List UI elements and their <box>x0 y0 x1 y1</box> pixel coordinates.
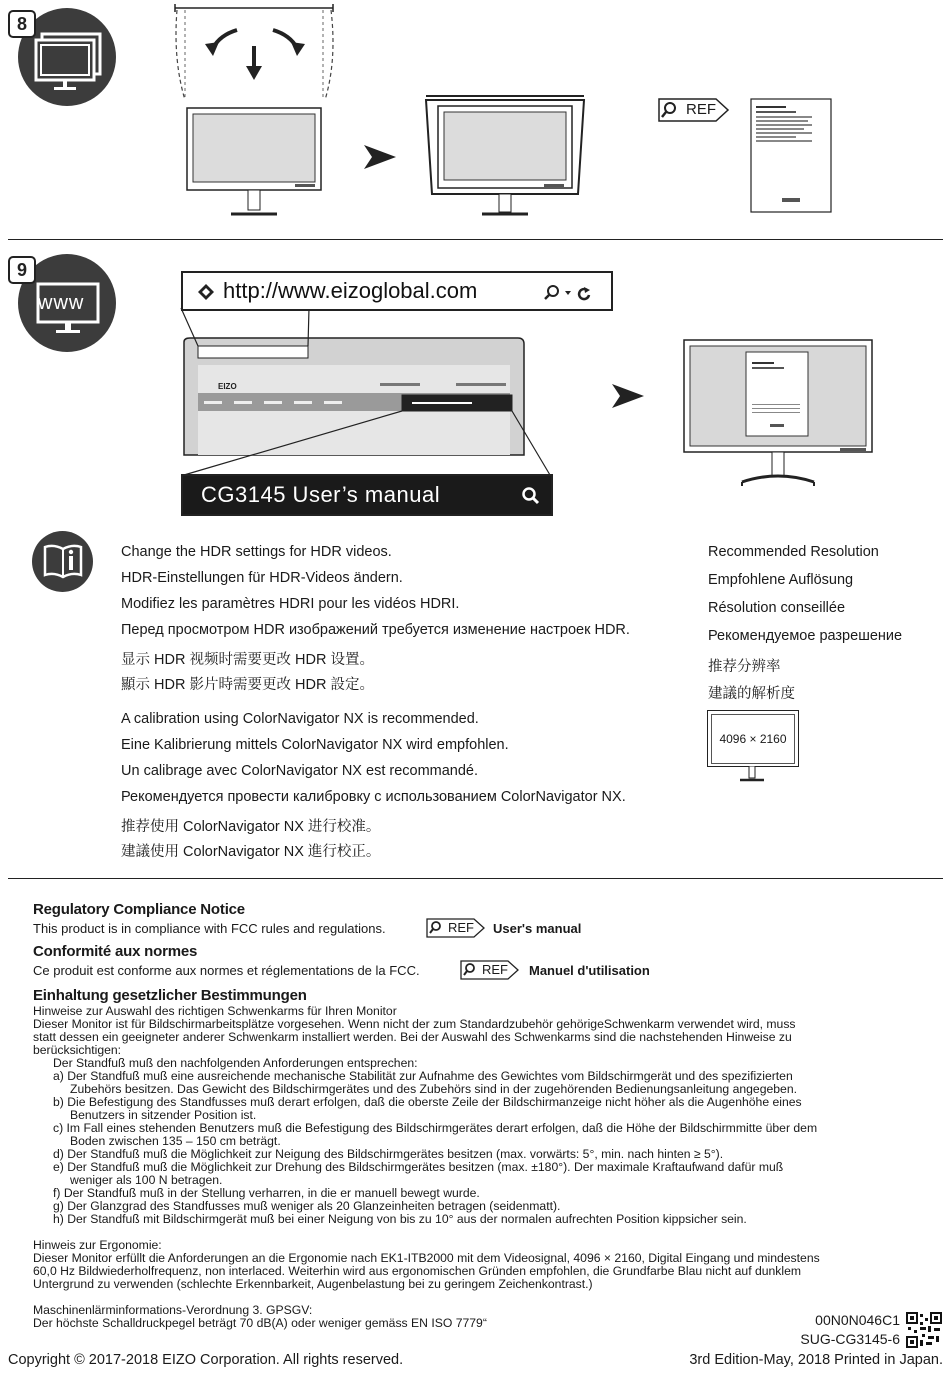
de-line: e) Der Standfuß muß die Möglichkeit zur Drehung des Bildschirmgerätes besitzen (max. ±180°). Der maximale Kraftaufwand dafür muß <box>53 1160 784 1174</box>
regulatory-text-en: This product is in compliance with FCC rules and regulations. <box>33 921 386 936</box>
regulatory-title-en: Regulatory Compliance Notice <box>33 901 245 918</box>
manual-document-icon <box>750 98 832 213</box>
calib-line-en: A calibration using ColorNavigator NX is recommended. <box>121 711 479 727</box>
resolution-monitor <box>707 710 799 767</box>
monitor-icon <box>32 30 104 94</box>
resolution-line-de: Empfohlene Auflösung <box>708 572 854 588</box>
ergo-line: 60,0 Hz Bildwiederholfrequenz, non interlaced. Weiterhin wird aus ergonomischen Gründen empfohlen, die Grundfarbe Blau nicht auf dunklem <box>33 1264 802 1278</box>
divider <box>8 878 943 879</box>
calib-line-ru: Рекомендуется провести калибровку с использованием ColorNavigator NX. <box>121 789 626 805</box>
document-code-secondary: SUG-CG3145-6 <box>800 1331 900 1347</box>
resolution-line-ru: Рекомендуемое разрешение <box>708 628 903 644</box>
arrow-right-icon <box>610 382 646 410</box>
www-label: www <box>38 292 85 314</box>
de-line: berücksichtigen: <box>33 1043 122 1057</box>
divider <box>8 239 943 240</box>
search-refresh-icon <box>543 283 603 303</box>
url-text: http://www.eizoglobal.com <box>223 278 478 303</box>
hood-mounted-illustration <box>420 92 590 222</box>
ref-tag-fr <box>460 960 520 980</box>
qr-code-icon <box>906 1312 942 1348</box>
arrow-right-icon <box>362 143 398 171</box>
manuel-utilisation-link[interactable]: Manuel d'utilisation <box>529 963 650 978</box>
ref-label: REF <box>482 962 508 977</box>
hdr-line-ru: Перед просмотром HDR изображений требуется изменение настроек HDR. <box>121 622 630 638</box>
calib-line-zht: 建議使用 ColorNavigator NX 進行校正。 <box>121 844 381 860</box>
calib-line-de: Eine Kalibrierung mittels ColorNavigator NX wird empfohlen. <box>121 737 509 753</box>
users-manual-link[interactable]: User's manual <box>493 921 582 936</box>
ref-label: REF <box>448 920 474 935</box>
hdr-line-zhs: 显示 HDR 视频时需要更改 HDR 设置。 <box>121 652 374 668</box>
de-line: Zubehörs besitzen. Das Gewicht des Bildschirmgerätes und des Zubehörs sind in der zugehörenden Bedienungsanleitung angegeben. <box>70 1082 797 1096</box>
calib-line-zhs: 推荐使用 ColorNavigator NX 进行校准。 <box>121 819 381 835</box>
de-line: c) Im Fall eines stehenden Benutzers muß die Befestigung des Bildschirmgerätes derart erfolgen, daß die Höhe der Bildschirmmitte über dem <box>53 1121 818 1135</box>
document-code: 00N0N046C1 <box>815 1312 900 1328</box>
hdr-line-fr: Modifiez les paramètres HDRI pour les vidéos HDRI. <box>121 596 460 612</box>
de-line: statt dessen ein geeigneter anderer Schwenkarm installiert werden. Bei der Auswahl des Schwenkarms sind die nachstehenden Hinweise zu <box>33 1030 792 1044</box>
de-line: Hinweise zur Auswahl des richtigen Schwenkarms für Ihren Monitor <box>33 1004 397 1018</box>
de-line: Boden zwischen 135 – 150 cm beträgt. <box>70 1134 281 1148</box>
hdr-line-en: Change the HDR settings for HDR videos. <box>121 544 392 560</box>
resolution-line-zhs: 推荐分辨率 <box>708 659 781 675</box>
hdr-line-de: HDR-Einstellungen für HDR-Videos ändern. <box>121 570 403 586</box>
de-line: b) Die Befestigung des Standfusses muß derart erfolgen, daß die oberste Zeile der Bildschirmanzeige nicht höher als die Augenhöhe eines <box>53 1095 802 1109</box>
ergo-line: Hinweis zur Ergonomie: <box>33 1238 162 1252</box>
de-line: h) Der Standfuß mit Bildschirmgerät muß bei einer Neigung von bis zu 10° aus der normalen aufrechten Position kippsicher sein. <box>53 1212 747 1226</box>
noise-line: Maschinenlärminformations-Verordnung 3. GPSGV: <box>33 1303 313 1317</box>
resolution-line-fr: Résolution conseillée <box>708 600 846 616</box>
noise-line: Der höchste Schalldruckpegel beträgt 70 dB(A) oder weniger gemäss EN ISO 7779“ <box>33 1316 487 1330</box>
step-8-number: 8 <box>8 10 36 38</box>
de-line: weniger als 100 N betragen. <box>70 1173 223 1187</box>
edition-info: 3rd Edition-May, 2018 Printed in Japan. <box>689 1352 943 1368</box>
de-line: d) Der Standfuß muß die Möglichkeit zur Neigung des Bildschirmgerätes besitzen (max. vorwärts: 5°, min. nach hinten ≥ 5°). <box>53 1147 724 1161</box>
ergo-line: Dieser Monitor erfüllt die Anforderungen an die Ergonomie nach EK1-ITB2000 mit dem Videosignal, 4096 × 2160, Digital Eingang und mindestens <box>33 1251 820 1265</box>
url-bar <box>181 271 613 311</box>
ergo-line: Untergrund zu verwenden (schlechte Erkennbarkeit, Augenbelastung bei zu geringem Zeichenkontrast.) <box>33 1277 593 1291</box>
monitor-manual-illustration <box>682 338 876 492</box>
de-line: Dieser Monitor ist für Bildschirmarbeitsplätze vorgesehen. Wenn nicht der zum Standardzubehör gehörigeSchwenkarm verwendet wird, muss <box>33 1017 796 1031</box>
de-line: g) Der Glanzgrad des Standfusses muß weniger als 20 Glanzeinheiten betragen (seidenmatt). <box>53 1199 561 1213</box>
diamond-icon <box>197 283 215 301</box>
site-logo: EIZO <box>218 382 237 391</box>
de-line: a) Der Standfuß muß eine ausreichende mechanische Stabilität zur Aufnahme des Gewichtes vom Bildschirmgerät und des spezifizierten <box>53 1069 793 1083</box>
step-9-number: 9 <box>8 256 36 284</box>
regulatory-title-de: Einhaltung gesetzlicher Bestimmungen <box>33 987 307 1004</box>
hood-attach-illustration <box>165 0 345 222</box>
de-line: Benutzers in sitzender Position ist. <box>70 1108 257 1122</box>
monitor-stand-icon <box>732 766 772 784</box>
search-icon <box>521 486 541 506</box>
ref-tag-en <box>426 918 486 938</box>
regulatory-title-fr: Conformité aux normes <box>33 943 198 960</box>
calib-line-fr: Un calibrage avec ColorNavigator NX est recommandé. <box>121 763 479 779</box>
search-box <box>181 474 553 516</box>
copyright: Copyright © 2017-2018 EIZO Corporation. All rights reserved. <box>8 1352 404 1368</box>
resolution-line-zht: 建議的解析度 <box>708 686 795 702</box>
de-line: Der Standfuß muß den nachfolgenden Anforderungen entsprechen: <box>53 1056 418 1070</box>
info-badge <box>32 531 93 592</box>
de-line: f) Der Standfuß muß in der Stellung verharren, in die er manuell bewegt wurde. <box>53 1186 480 1200</box>
book-info-icon <box>42 543 84 581</box>
search-text: CG3145 User’s manual <box>201 482 441 507</box>
resolution-value: 4096 × 2160 <box>719 732 787 746</box>
ref-label: REF <box>686 101 716 118</box>
hdr-line-zht: 顯示 HDR 影片時需要更改 HDR 設定。 <box>121 677 374 693</box>
regulatory-text-fr: Ce produit est conforme aux normes et réglementations de la FCC. <box>33 963 420 978</box>
resolution-line-en: Recommended Resolution <box>708 544 879 560</box>
